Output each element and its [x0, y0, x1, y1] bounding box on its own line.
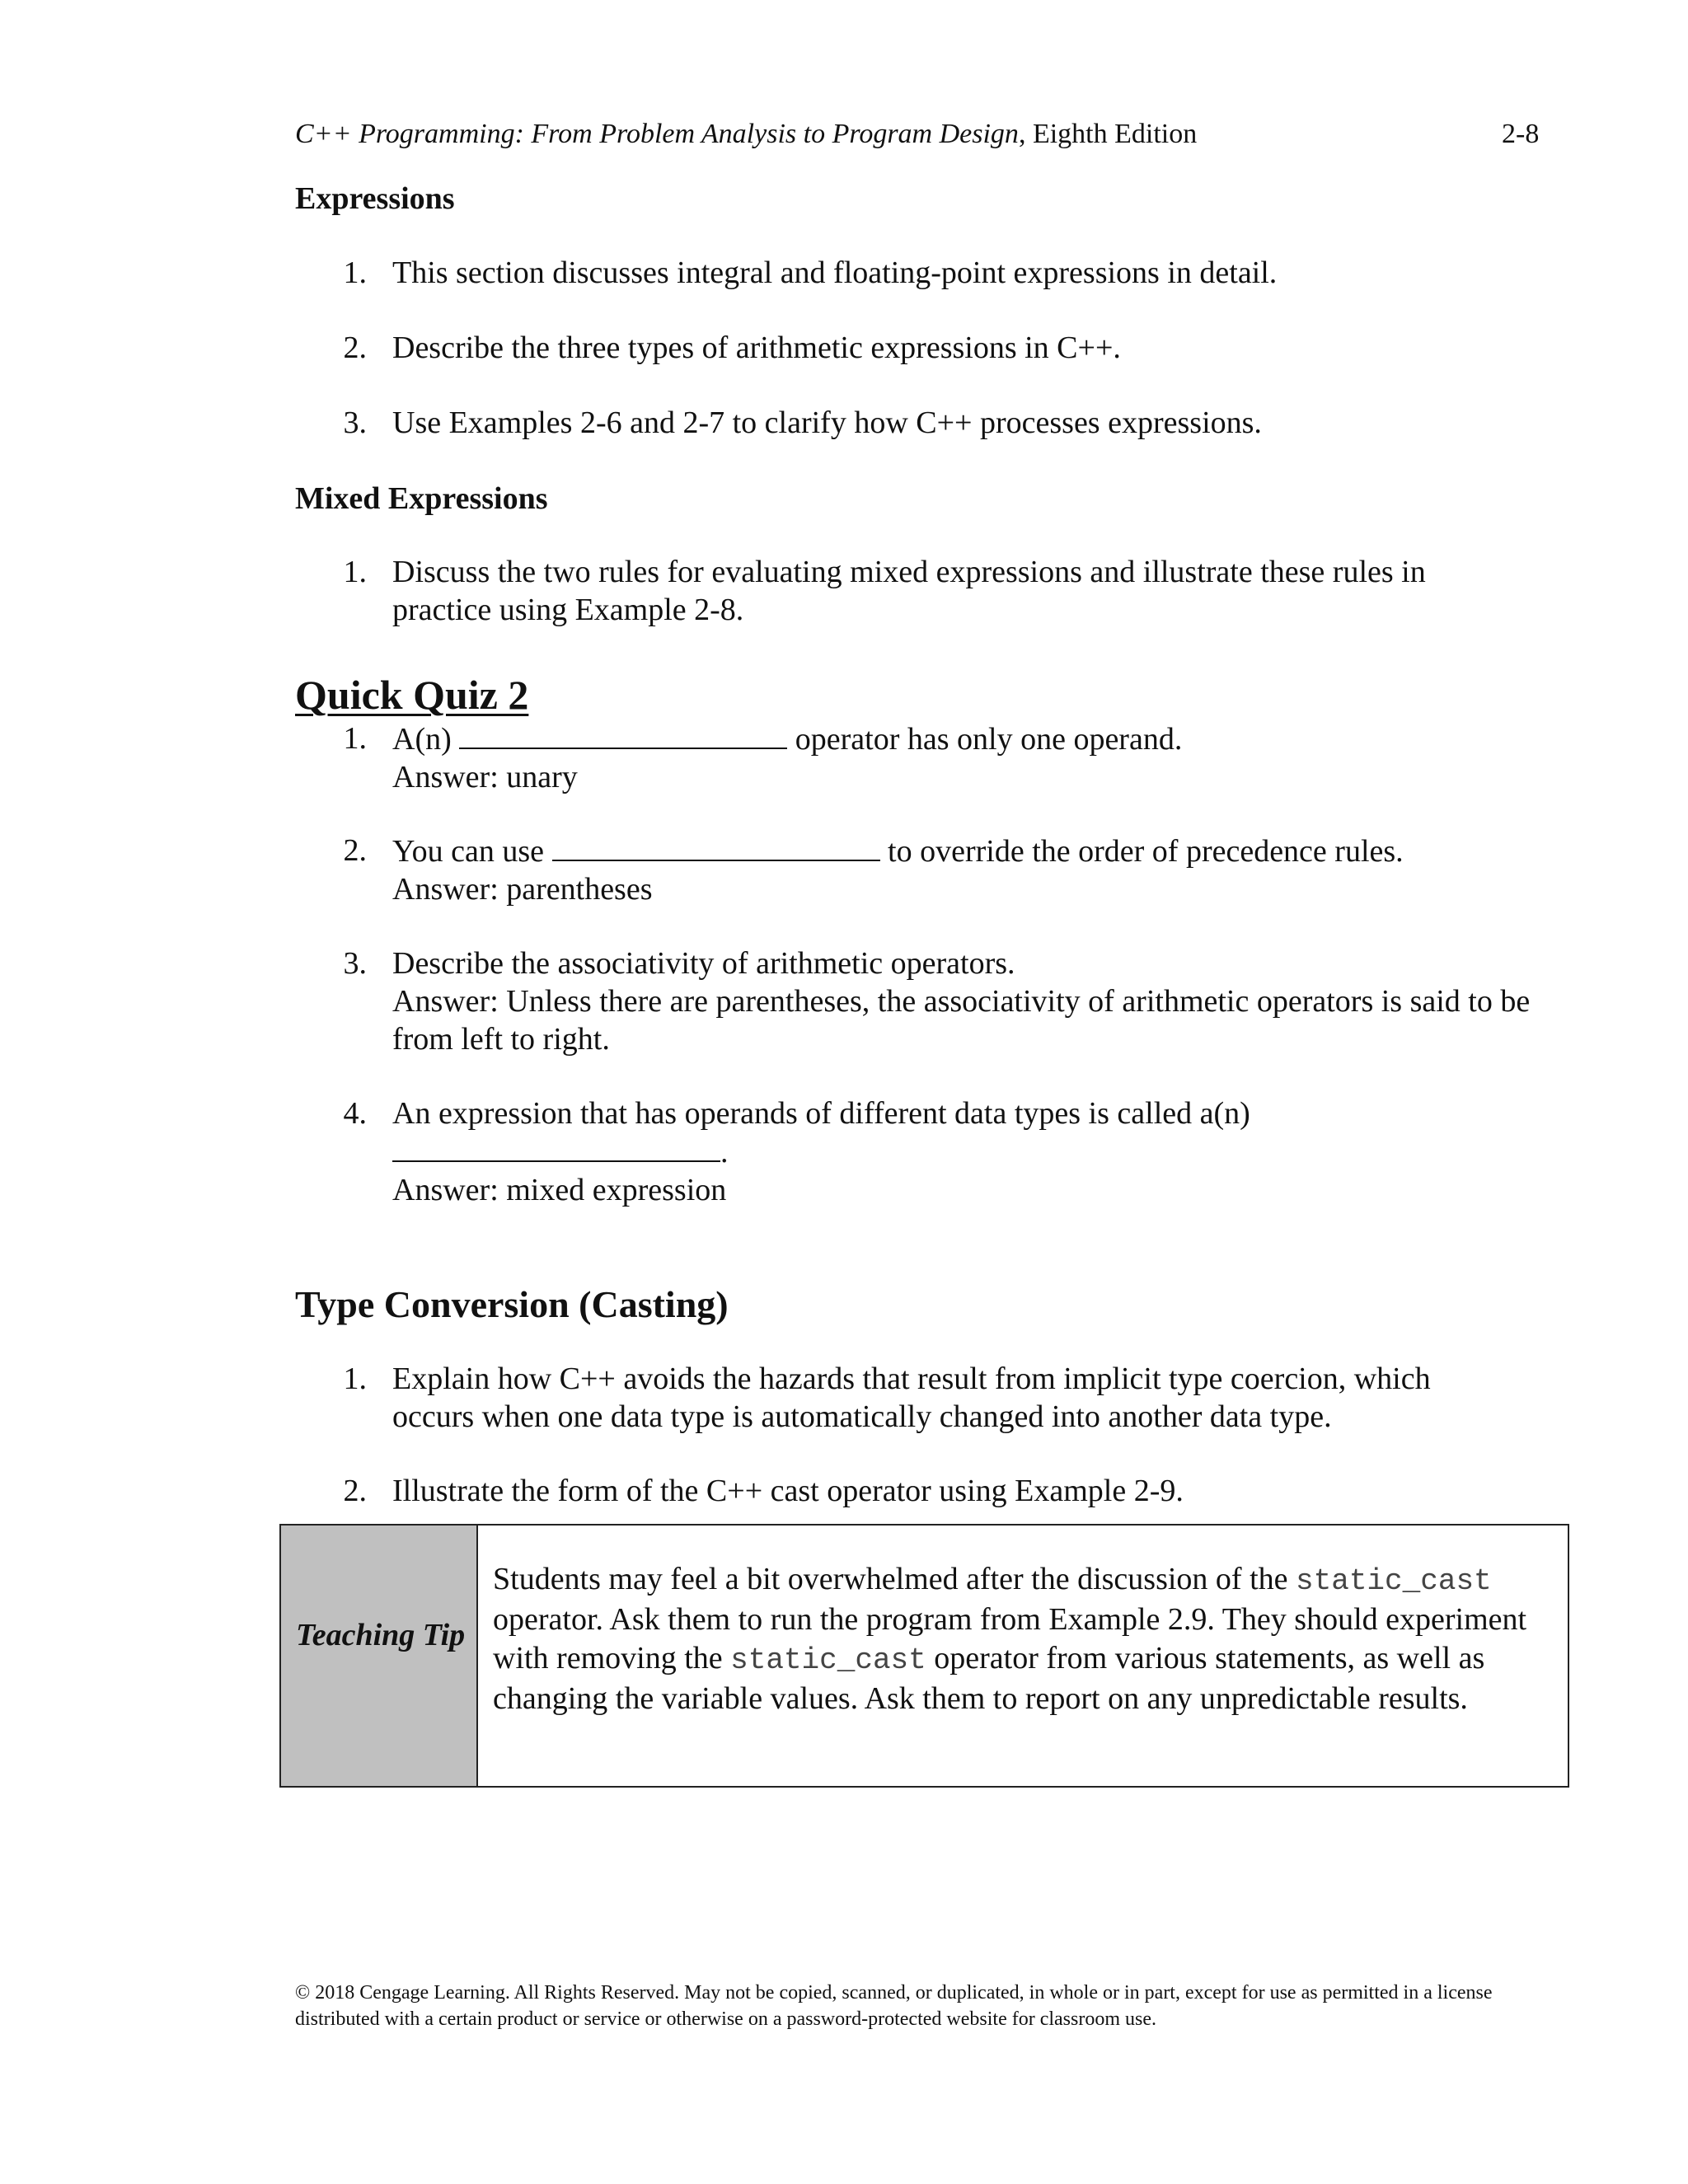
quiz-question — [392, 1094, 1563, 1209]
mixed-expressions-heading: Mixed Expressions — [295, 481, 548, 516]
list-item: Describe the three types of arithmetic expressions in C++. — [392, 330, 1121, 365]
teaching-tip-text — [493, 1560, 1564, 1718]
quick-quiz-heading: Quick Quiz 2 — [295, 672, 529, 718]
list-item-number: 2. — [343, 1474, 367, 1508]
tip-text-part: operator from various statements, as well as changing the variable values. Ask them to report on any unpredictable results. — [493, 1641, 1485, 1716]
teaching-tip-content-cell — [478, 1526, 1568, 1786]
teaching-tip-label: Teaching Tip — [296, 1618, 466, 1652]
list-item-number: 1. — [343, 1361, 367, 1396]
edition: , Eighth Edition — [1018, 119, 1198, 149]
teaching-tip-box — [279, 1524, 1569, 1788]
page-number: 2-8 — [1502, 119, 1540, 149]
code-snippet: static_cast — [1296, 1564, 1492, 1598]
quiz-question — [392, 832, 1563, 908]
quiz-number: 3. — [343, 946, 367, 981]
type-conversion-heading: Type Conversion (Casting) — [295, 1283, 729, 1325]
quiz-question-text: You can use — [392, 834, 552, 869]
tip-text-part: operator. Ask them to run the program from Example 2.9. They should experiment with removing the — [493, 1602, 1527, 1675]
quiz-number: 2. — [343, 833, 367, 868]
tip-text-part: Students may feel a bit overwhelmed after the discussion of the — [493, 1562, 1296, 1596]
expressions-heading: Expressions — [295, 181, 455, 216]
quiz-question-text: Describe the associativity of arithmetic operators. — [392, 946, 1015, 981]
answer-blank — [459, 719, 787, 749]
list-item-number: 2. — [343, 330, 367, 365]
quiz-answer: Answer: mixed expression — [392, 1173, 727, 1207]
quiz-question — [392, 944, 1563, 1058]
list-item: Illustrate the form of the C++ cast operator using Example 2-9. — [392, 1474, 1184, 1508]
quiz-question — [392, 719, 1563, 796]
quiz-answer: Answer: Unless there are parentheses, the associativity of arithmetic operators is said to be from left to right. — [392, 984, 1531, 1057]
list-item-number: 3. — [343, 405, 367, 440]
quiz-question-text: An expression that has operands of different data types is called a(n) — [392, 1096, 1250, 1131]
answer-blank — [392, 1132, 720, 1162]
code-snippet: static_cast — [730, 1643, 926, 1677]
answer-blank — [552, 832, 880, 861]
list-item-number: 1. — [343, 255, 367, 290]
list-item-number: 1. — [343, 555, 367, 589]
book-title: C++ Programming: From Problem Analysis to Program Design — [295, 119, 1019, 149]
copyright-footer: © 2018 Cengage Learning. All Rights Reserved. May not be copied, scanned, or duplicated, in whole or in part, except for use as permitted in a license distributed with a certain product or service or otherwise on a password-protected website for classroom use. — [295, 1982, 1493, 2030]
quiz-question-text: . — [720, 1135, 729, 1169]
list-item: Use Examples 2-6 and 2-7 to clarify how C++ processes expressions. — [392, 405, 1262, 440]
running-header — [295, 118, 1197, 151]
list-item: This section discusses integral and floating-point expressions in detail. — [392, 255, 1278, 290]
quiz-answer: Answer: unary — [392, 760, 578, 794]
quiz-question-text: operator has only one operand. — [787, 722, 1183, 757]
list-item: Explain how C++ avoids the hazards that result from implicit type coercion, which occurs when one data type is automatically changed into another data type. — [392, 1361, 1431, 1434]
quiz-number: 4. — [343, 1096, 367, 1131]
quiz-answer: Answer: parentheses — [392, 872, 653, 907]
quiz-question-text: to override the order of precedence rules. — [879, 834, 1404, 869]
quiz-question-text: A(n) — [392, 722, 460, 757]
quiz-number: 1. — [343, 721, 367, 756]
list-item: Discuss the two rules for evaluating mixed expressions and illustrate these rules in practice using Example 2-8. — [392, 555, 1426, 627]
teaching-tip-label-cell — [281, 1526, 478, 1786]
